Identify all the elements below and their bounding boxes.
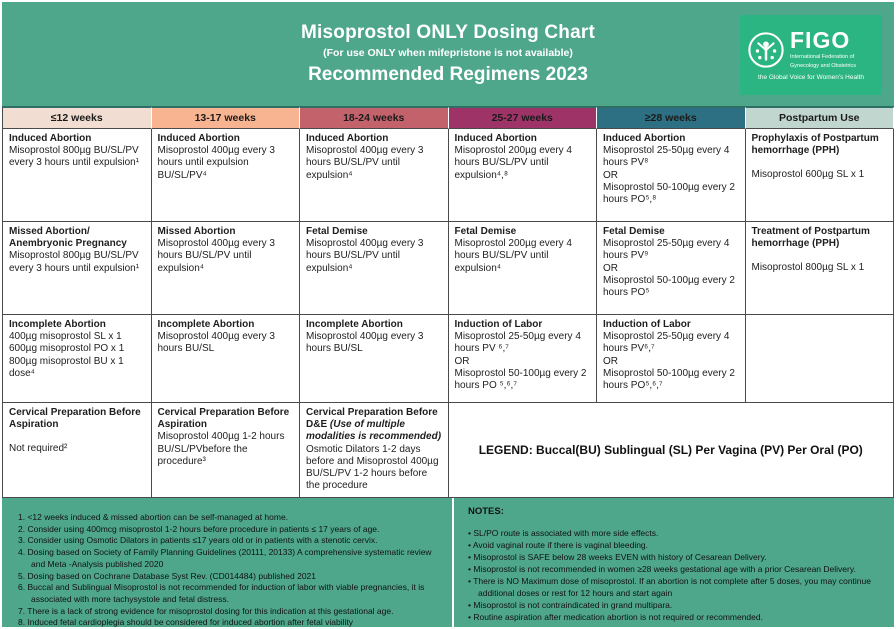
- text-line: Misoprostol 50-100µg every 2 hours PO ⁵,⁶,⁷: [454, 367, 587, 391]
- cell-body: [455, 331, 591, 392]
- text-line: OR: [603, 169, 618, 181]
- cell-body: [158, 238, 294, 275]
- text-line: Misoprostol 200µg every 4 hours BU/SL/PV until expulsion⁴,⁸: [454, 145, 572, 181]
- cell-body: [455, 238, 591, 275]
- notes-heading: NOTES:: [468, 506, 504, 517]
- text-line: Misoprostol 400µg every 3 hours until expulsion BU/SL/PV⁴: [157, 145, 275, 181]
- cell-induction-of-labor-ge28: [597, 315, 746, 403]
- text-line: Misoprostol 400µg every 3 hours BU/SL: [306, 331, 424, 355]
- cell-title: Prophylaxis of Postpartum hemorrhage (PPH): [751, 133, 879, 157]
- text-line: Misoprostol 400µg 1-2 hours BU/SL/PVbefore the procedure³: [157, 431, 285, 467]
- cell-body: [306, 444, 442, 493]
- text-line: Misoprostol 25-50µg every 4 hours PV⁶,⁷: [603, 331, 730, 355]
- page-subtitle: (For use ONLY when mifepristone is not available): [323, 47, 573, 59]
- text-line: Misoprostol 200µg every 4 hours BU/SL/PV until expulsion⁴: [454, 238, 572, 274]
- cell-induction-of-labor-25-27: [449, 315, 598, 403]
- column-header-le12-weeks: ≤12 weeks: [3, 107, 152, 129]
- text-line: Misoprostol 25-50µg every 4 hours PV ⁶,⁷: [454, 331, 581, 355]
- cell-title: Induced Abortion: [454, 133, 537, 144]
- cell-induced-abortion-le12: [3, 129, 152, 222]
- cell-body: [9, 145, 145, 169]
- figo-logo: [740, 15, 882, 95]
- text-line: 800µg misoprostol BU x 1 dose⁴: [9, 355, 124, 379]
- text-line: OR: [603, 355, 618, 367]
- cell-title: Incomplete Abortion: [157, 319, 255, 330]
- text-line: Misoprostol 600µg SL x 1: [751, 169, 865, 181]
- notes-list: [468, 527, 884, 624]
- text-line: 1. <12 weeks induced & missed abortion can be self-managed at home.: [18, 512, 289, 522]
- cell-body: [603, 145, 739, 206]
- cell-title: Fetal Demise: [306, 226, 368, 237]
- text-line: • Misoprostol is SAFE below 28 weeks EVEN with history of Cesarean Delivery.: [468, 551, 884, 563]
- footer: [2, 498, 894, 629]
- legend: LEGEND: Buccal(BU) Sublingual (SL) Per Vagina (PV) Per Oral (PO): [449, 403, 895, 498]
- cell-body: [455, 145, 591, 182]
- figo-org-line2: Gynecology and Obstetrics: [790, 63, 857, 69]
- cell-title: Fetal Demise: [454, 226, 517, 237]
- cell-title: Missed Abortion/ Anembryonic Pregnancy: [9, 226, 127, 250]
- cell-title: Cervical Preparation Before Aspiration: [157, 407, 290, 431]
- cell-title: Induced Abortion: [306, 133, 389, 144]
- text-line: • Misoprostol is not recommended in women ≥28 weeks gestational age with a prior Cesarean Delivery.: [468, 563, 884, 575]
- text-line: • Routine aspiration after medication abortion is not required or recommended.: [468, 611, 884, 623]
- cell-body: [603, 331, 739, 392]
- cell-incomplete-abortion-le12: [3, 315, 152, 403]
- cell-induced-abortion-18-24: [300, 129, 449, 222]
- text-line: • Misoprostol is not contraindicated in grand multipara.: [468, 599, 884, 611]
- cell-incomplete-abortion-13-17: [152, 315, 301, 403]
- footnotes-section: [2, 498, 454, 629]
- text-line: OR: [454, 355, 470, 367]
- cell-fetal-demise-18-24: [300, 222, 449, 315]
- text-line: Not required²: [9, 443, 68, 455]
- text-line: Misoprostol 800µg BU/SL/PV every 3 hours until expulsion¹: [9, 250, 140, 274]
- column-header-ge28-weeks: ≥28 weeks: [597, 107, 746, 129]
- text-line: 7. There is a lack of strong evidence for misoprostol dosing for this indication at this gestational age.: [18, 605, 394, 616]
- cell-title: Missed Abortion: [157, 226, 236, 237]
- cell-title-text: Cervical Preparation Before D&E: [306, 407, 438, 431]
- cell-induced-abortion-25-27: [449, 129, 598, 222]
- text-line: Misoprostol 50-100µg every 2 hours PO⁵,⁸: [603, 181, 735, 205]
- cell-title: Induced Abortion: [157, 133, 240, 144]
- notes-section: [454, 498, 894, 629]
- cell-title: Treatment of Postpartum hemorrhage (PPH): [751, 226, 870, 250]
- text-line: Misoprostol 25-50µg every 4 hours PV⁹: [603, 238, 730, 262]
- text-line: [752, 250, 888, 262]
- cell-title: Induced Abortion: [9, 133, 92, 144]
- cell-body: [752, 250, 888, 274]
- text-line: Misoprostol 400µg every 3 hours BU/SL: [157, 331, 275, 355]
- page-header: [2, 2, 894, 107]
- text-line: 600µg misoprostol PO x 1: [9, 343, 125, 355]
- text-line: 8. Induced fetal cardioplegia should be considered for induced abortion after fetal viability: [18, 617, 354, 628]
- cell-cervical-prep-le12: [3, 403, 152, 498]
- column-header-25-27-weeks: 25-27 weeks: [449, 107, 598, 129]
- text-line: [752, 157, 888, 169]
- cell-title-italic-note: (Use of multiple modalities is recommended): [306, 419, 442, 443]
- cell-empty-postpartum-row3: [746, 315, 895, 403]
- cell-title: Induction of Labor: [454, 319, 543, 330]
- cell-title: Incomplete Abortion: [306, 319, 403, 330]
- cell-missed-abortion-le12: [3, 222, 152, 315]
- cell-title: Incomplete Abortion: [9, 319, 106, 330]
- text-line: • Avoid vaginal route if there is vaginal bleeding.: [468, 539, 884, 551]
- cell-title: Fetal Demise: [603, 226, 665, 237]
- cell-fetal-demise-ge28: [597, 222, 746, 315]
- text-line: Misoprostol 400µg every 3 hours BU/SL/PV until expulsion⁴: [157, 238, 275, 274]
- cell-pph-treatment: [746, 222, 895, 315]
- cell-body: [9, 250, 145, 274]
- text-line: Osmotic Dilators 1-2 days before and Misoprostol 400µg BU/SL/PV 1-2 hours before the procedure: [306, 443, 439, 492]
- figo-logo-name: FIGO: [790, 27, 851, 54]
- dosing-table: [2, 107, 894, 498]
- cell-body: [603, 238, 739, 299]
- cell-body: [306, 238, 442, 275]
- text-line: Misoprostol 800µg BU/SL/PV every 3 hours until expulsion¹: [9, 145, 140, 169]
- text-line: OR: [603, 262, 618, 274]
- cell-cervical-prep-13-17: [152, 403, 301, 498]
- text-line: • SL/PO route is associated with more side effects.: [468, 527, 884, 539]
- text-line: Misoprostol 800µg SL x 1: [751, 262, 865, 274]
- cell-body: [9, 431, 145, 455]
- cell-missed-abortion-13-17: [152, 222, 301, 315]
- text-line: 5. Dosing based on Cochrane Database Syst Rev. (CD014484) published 2021: [18, 570, 316, 581]
- cell-title: Cervical Preparation Before Aspiration: [9, 407, 141, 431]
- cell-body: [158, 331, 294, 355]
- text-line: Misoprostol 50-100µg every 2 hours PO⁵: [603, 274, 735, 298]
- cell-induced-abortion-ge28: [597, 129, 746, 222]
- figo-person-icon: [747, 31, 785, 69]
- text-line: [9, 431, 145, 443]
- figo-logo-text-block: [790, 29, 856, 70]
- cell-fetal-demise-25-27: [449, 222, 598, 315]
- cell-body: [9, 331, 145, 380]
- cell-body: [158, 431, 294, 468]
- cell-title: Induction of Labor: [603, 319, 691, 330]
- cell-cervical-prep-de: [300, 403, 449, 498]
- text-line: 6. Buccal and Sublingual Misoprostol is not recommended for induction of labor with viable pregnancies, it is associated with more tachysystole and fetal distress.: [18, 582, 425, 605]
- figo-logo-top: [747, 29, 875, 70]
- page-subtitle-year: Recommended Regimens 2023: [308, 64, 588, 85]
- cell-title: Induced Abortion: [603, 133, 686, 144]
- figo-org-line1: International Federation of: [790, 54, 855, 61]
- text-line: Misoprostol 400µg every 3 hours BU/SL/PV until expulsion⁴: [306, 238, 424, 274]
- text-line: 400µg misoprostol SL x 1: [9, 331, 122, 343]
- cell-body: [158, 145, 294, 182]
- text-line: Misoprostol 400µg every 3 hours BU/SL/PV until expulsion⁴: [306, 145, 424, 181]
- figo-tagline: the Global Voice for Women's Health: [758, 73, 864, 81]
- column-header-18-24-weeks: 18-24 weeks: [300, 107, 449, 129]
- cell-incomplete-abortion-18-24: [300, 315, 449, 403]
- text-line: 2. Consider using 400mcg misoprostol 1-2 hours before procedure in patients ≤ 17 years of age.: [18, 523, 380, 534]
- cell-body: [306, 331, 442, 355]
- footnotes-list: [18, 512, 444, 629]
- cell-body: [752, 157, 888, 181]
- text-line: Misoprostol 25-50µg every 4 hours PV⁸: [603, 145, 730, 169]
- column-header-13-17-weeks: 13-17 weeks: [152, 107, 301, 129]
- column-header-postpartum: Postpartum Use: [746, 107, 895, 129]
- text-line: 4. Dosing based on Society of Family Planning Guidelines (20111, 20133) A comprehensive systematic review and Meta -Analysis published 2020: [18, 547, 432, 569]
- cell-induced-abortion-13-17: [152, 129, 301, 222]
- text-line: • There is NO Maximum dose of misoprostol. If an abortion is not complete after 5 doses, you may continue additional doses or rest for 12 hours and start again: [468, 575, 884, 599]
- cell-pph-prophylaxis: [746, 129, 895, 222]
- text-line: 3. Consider using Osmotic Dilators in patients ≤17 years old or in patients with a stenotic cervix.: [18, 535, 378, 546]
- cell-title: [306, 407, 442, 444]
- text-line: Misoprostol 50-100µg every 2 hours PO⁵,⁶,⁷: [603, 367, 735, 391]
- page-title: Misoprostol ONLY Dosing Chart: [301, 22, 595, 43]
- cell-body: [306, 145, 442, 182]
